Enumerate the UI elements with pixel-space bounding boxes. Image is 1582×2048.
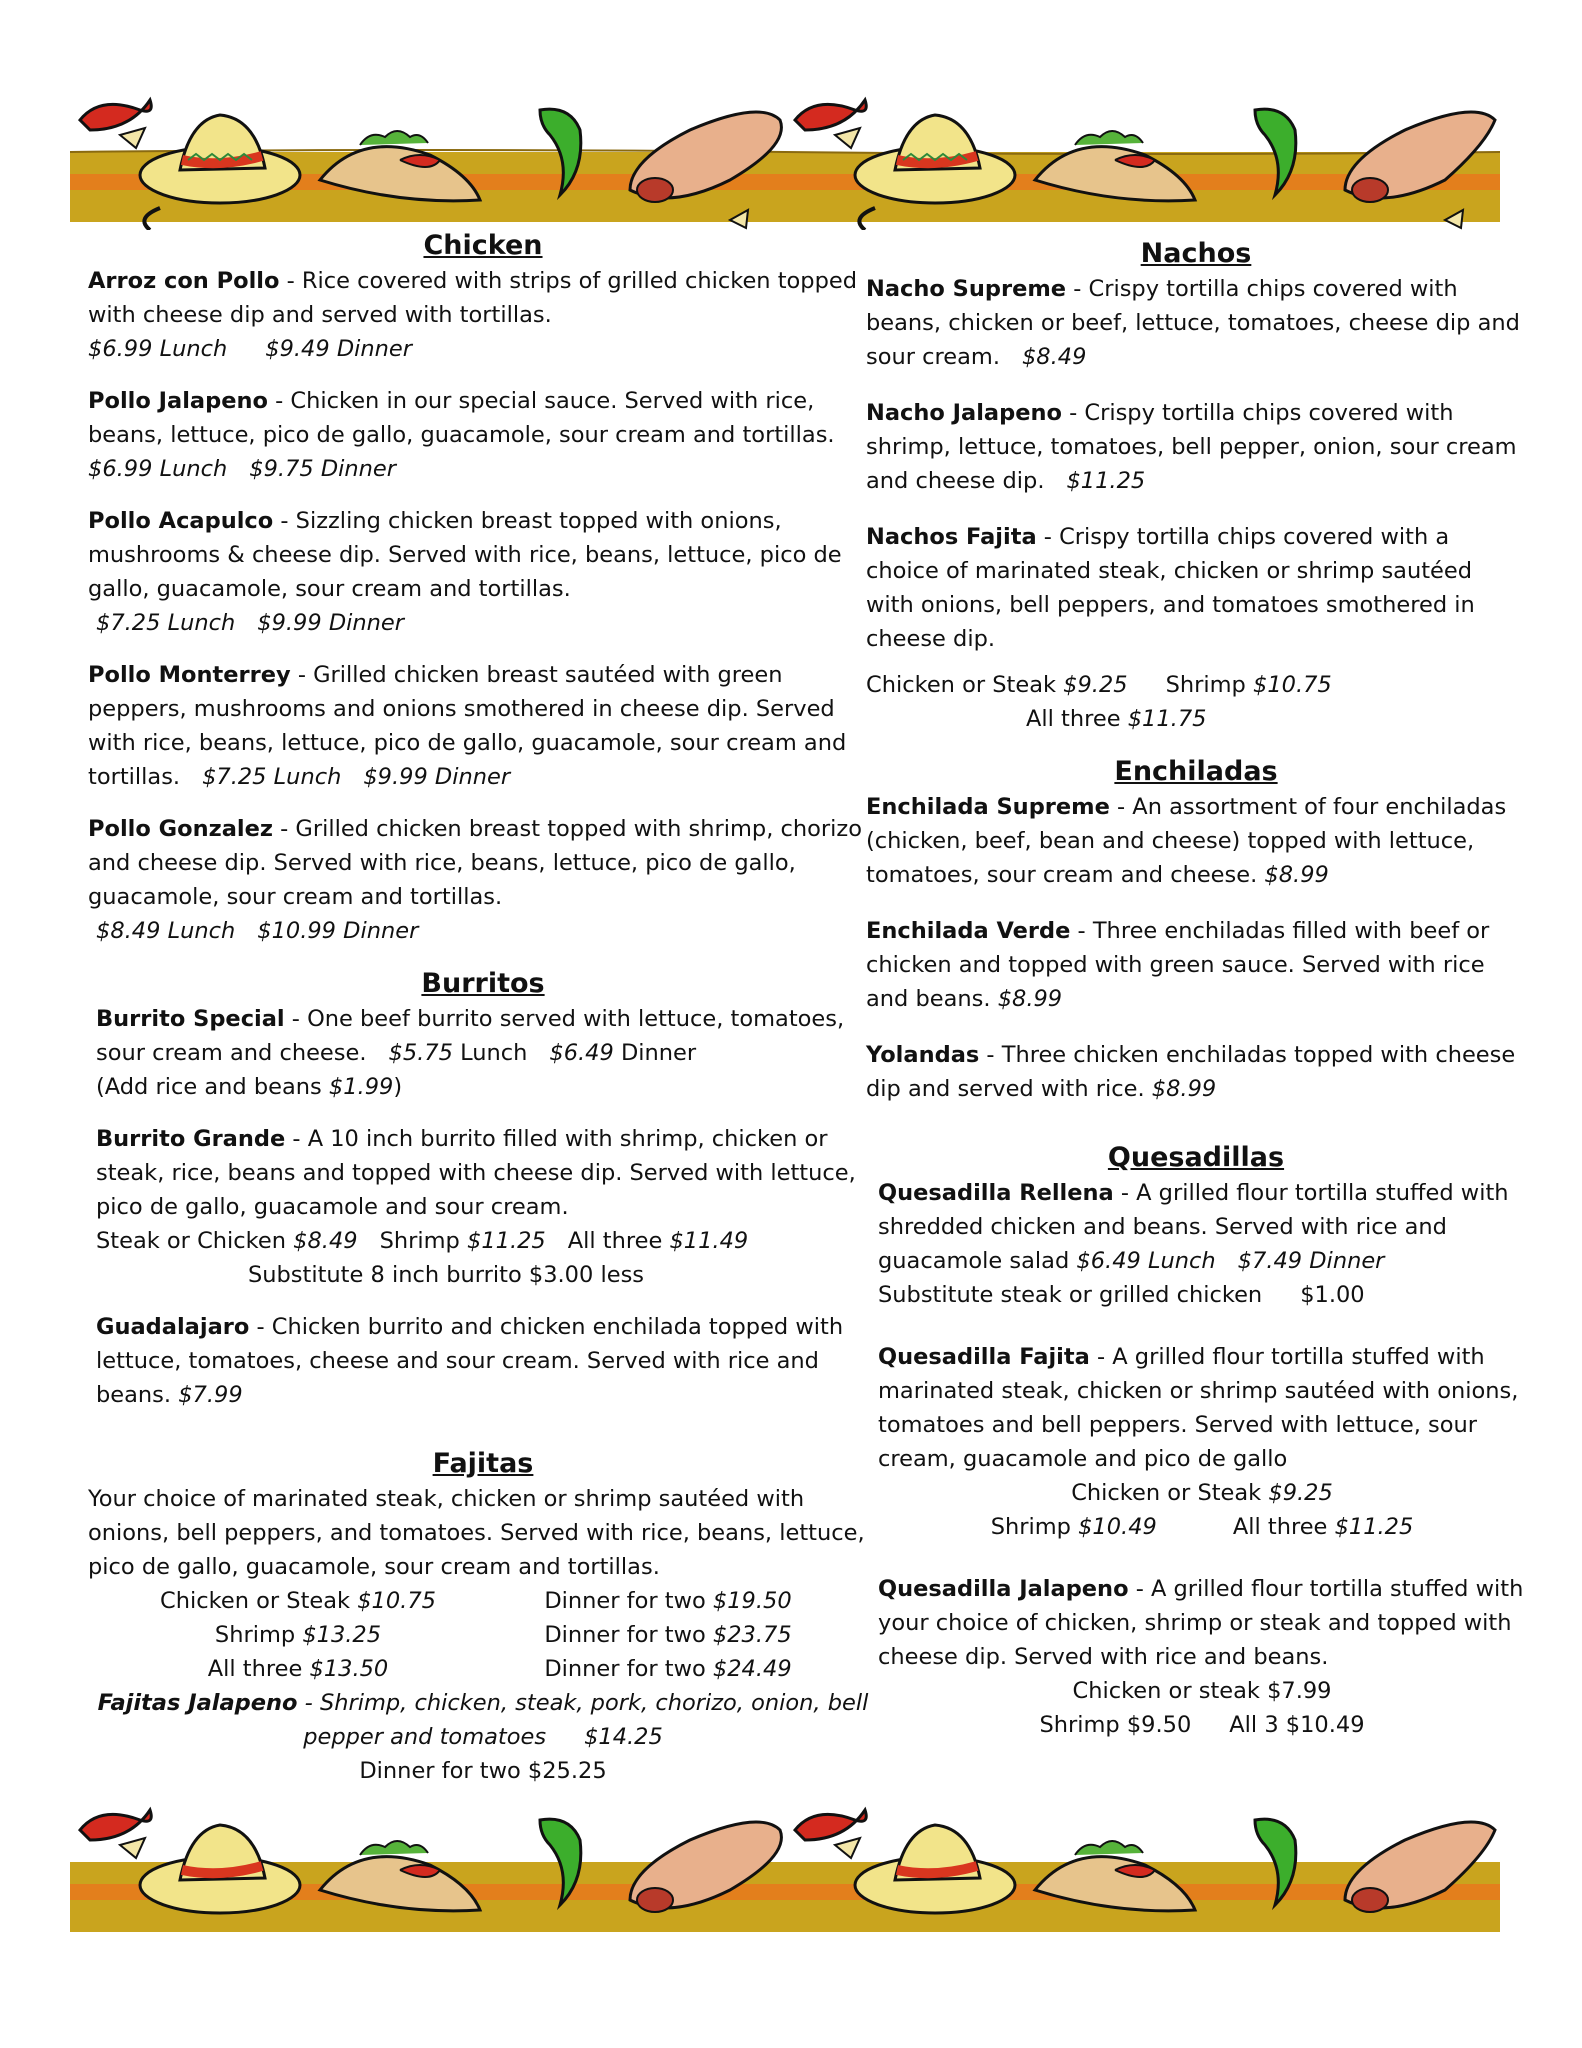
item-desc: - Grilled chicken breast sautéed with green peppers, mushrooms and onions smothered in cheese dip. Served with rice, beans, lettuce, pico de gallo, guacamole, sour cream and tortillas. — [88, 662, 847, 790]
red-chili-pepper-icon — [795, 1810, 866, 1840]
dinner-for-two-price: $23.75 — [712, 1622, 792, 1648]
item-desc: - Shrimp, chicken, steak, pork, chorizo, onion, bell pepper and tomatoes — [297, 1690, 869, 1750]
fajita-label: Chicken or Steak — [160, 1588, 351, 1614]
lunch-price: $7.25 Lunch — [202, 764, 342, 790]
menu-item-guadalajaro — [88, 1310, 878, 1412]
shrimp-label: Shrimp — [990, 1514, 1071, 1540]
item-name: Enchilada Supreme — [866, 794, 1110, 820]
sombrero-icon — [140, 1825, 300, 1913]
dinner-price: $9.75 Dinner — [249, 456, 397, 482]
item-price: $8.99 — [1151, 1076, 1217, 1102]
item-price: $7.99 — [178, 1382, 243, 1408]
item-desc: - Grilled chicken breast topped with shrimp, chorizo and cheese dip. Served with rice, beans, lettuce, pico de gallo, guacamole, sour cream and tortillas. — [88, 816, 862, 910]
motif-1 — [80, 1810, 781, 1913]
all-label: All three — [1026, 706, 1121, 732]
dinner-label: Dinner — [620, 1040, 697, 1066]
tortilla-chip-icon — [835, 1838, 860, 1858]
dinner-price: $9.99 Dinner — [363, 764, 511, 790]
menu-item-enchilada-verde — [866, 914, 1526, 1016]
item-name: Yolandas — [866, 1042, 980, 1068]
substitute-note: Substitute 8 inch burrito $3.00 less — [247, 1262, 645, 1288]
cs-label: Chicken or Steak — [866, 672, 1057, 698]
fajitas-jalapeno-dinner-for-two: Dinner for two $25.25 — [359, 1758, 607, 1784]
menu-item-yolandas — [866, 1038, 1526, 1106]
substitute-label: Substitute steak or grilled chicken — [878, 1282, 1263, 1308]
substitute-price: $1.00 — [1300, 1282, 1365, 1308]
item-desc: - Rice covered with strips of grilled chicken topped with cheese dip and served with tortillas. — [88, 268, 857, 328]
lunch-price: $6.99 Lunch — [88, 456, 228, 482]
dinner-for-two-label: Dinner for two — [544, 1622, 706, 1648]
lunch-price: $6.49 Lunch — [1076, 1248, 1216, 1274]
dinner-for-two-label: Dinner for two — [544, 1588, 706, 1614]
dinner-price: $6.49 — [549, 1040, 614, 1066]
menu-item-pollo-gonzalez — [88, 812, 878, 948]
menu-item-nacho-jalapeno — [866, 396, 1526, 498]
item-name: Quesadilla Fajita — [878, 1344, 1090, 1370]
jalapeno-shrimp-price: Shrimp $9.50 — [1039, 1712, 1192, 1738]
lunch-price: $7.25 Lunch — [96, 610, 236, 636]
left-column — [88, 228, 878, 1788]
fajita-price: $10.75 — [357, 1588, 436, 1614]
shrimp-label: Shrimp — [1165, 672, 1246, 698]
item-name: Burrito Special — [96, 1006, 285, 1032]
decorative-banner-top — [70, 90, 1500, 230]
tortilla-chip-icon — [835, 128, 860, 148]
item-desc: - Crispy tortilla chips covered with a choice of marinated steak, chicken or shrimp sautéed with onions, bell peppers, and tomatoes smothered in cheese dip. — [866, 524, 1475, 652]
item-price: $8.49 — [1021, 344, 1087, 370]
dinner-price: $9.99 Dinner — [257, 610, 405, 636]
motif-2 — [795, 1810, 1495, 1913]
steak-price: $8.49 — [293, 1228, 358, 1254]
cs-price: $9.25 — [1063, 672, 1128, 698]
item-desc: - Crispy tortilla chips covered with shrimp, lettuce, tomatoes, bell pepper, onion, sour cream and cheese dip. — [866, 400, 1517, 494]
item-price: $8.99 — [1264, 862, 1329, 888]
lunch-price: $8.49 Lunch — [96, 918, 236, 944]
menu-item-burrito-grande — [88, 1122, 878, 1292]
menu-item-nacho-supreme — [866, 272, 1526, 374]
item-name: Quesadilla Jalapeno — [878, 1576, 1129, 1602]
item-name: Fajitas Jalapeno — [97, 1690, 298, 1716]
menu-item-pollo-jalapeno — [88, 384, 878, 486]
item-name: Pollo Jalapeno — [88, 388, 268, 414]
item-desc: - Three chicken enchiladas topped with cheese dip and served with rice. — [866, 1042, 1516, 1102]
add-price: $1.99 — [328, 1074, 394, 1100]
item-name: Quesadilla Rellena — [878, 1180, 1114, 1206]
decorative-banner-bottom — [70, 1800, 1500, 1940]
section-title-enchiladas: Enchiladas — [1114, 756, 1278, 787]
tortilla-chip-icon — [120, 128, 145, 148]
item-name: Pollo Gonzalez — [88, 816, 273, 842]
item-desc: - Chicken burrito and chicken enchilada topped with lettuce, tomatoes, cheese and sour cream. Served with rice and beans. — [96, 1314, 844, 1408]
fajitas-jalapeno — [88, 1686, 878, 1754]
menu-item-quesadilla-jalapeno — [866, 1572, 1526, 1742]
lunch-price: $6.99 Lunch — [88, 336, 228, 362]
item-desc: - Crispy tortilla chips covered with beans, chicken or beef, lettuce, tomatoes, cheese dip and sour cream. — [866, 276, 1520, 370]
fajitas-desc: Your choice of marinated steak, chicken or shrimp sautéed with onions, bell peppers, and tomatoes. Served with rice, beans, lettuce, pico de gallo, guacamole, sour cream and tortillas. — [88, 1486, 865, 1580]
dinner-price: $9.49 Dinner — [265, 336, 413, 362]
red-chili-pepper-icon — [795, 100, 866, 130]
fajitas-price-row — [88, 1652, 878, 1686]
section-title-quesadillas: Quesadillas — [1107, 1142, 1285, 1173]
item-name: Nacho Supreme — [866, 276, 1067, 302]
all-price: $11.49 — [669, 1228, 749, 1254]
fajitas-block — [88, 1482, 878, 1788]
red-chili-pepper-icon — [80, 1810, 151, 1840]
item-desc: - A 10 inch burrito filled with shrimp, chicken or steak, rice, beans and topped with cheese dip. Served with lettuce, pico de gallo, guacamole and sour cream. — [96, 1126, 856, 1220]
item-name: Pollo Monterrey — [88, 662, 291, 688]
dinner-for-two-price: $19.50 — [712, 1588, 792, 1614]
dinner-for-two-price: $24.49 — [712, 1656, 792, 1682]
item-desc: - A grilled flour tortilla stuffed with marinated steak, chicken or shrimp sautéed with onions, tomatoes and bell peppers. Served with lettuce, sour cream, guacamole and pico de gallo — [878, 1344, 1519, 1472]
cs-label: Chicken or Steak — [1071, 1480, 1262, 1506]
menu-item-pollo-monterrey — [88, 658, 878, 794]
lunch-price: $5.75 — [388, 1040, 453, 1066]
fajitas-price-row — [88, 1618, 878, 1652]
section-title-burritos: Burritos — [421, 968, 545, 999]
shrimp-price: $10.49 — [1078, 1514, 1157, 1540]
jalapeno-all-price: All 3 $10.49 — [1229, 1712, 1365, 1738]
all-label: All three — [1232, 1514, 1328, 1540]
menu-item-nachos-fajita — [866, 520, 1526, 736]
item-price: $14.25 — [584, 1724, 663, 1750]
sombrero-icon — [855, 115, 1015, 203]
menu-item-enchilada-supreme — [866, 790, 1526, 892]
item-name: Guadalajaro — [96, 1314, 250, 1340]
section-title-fajitas: Fajitas — [432, 1448, 534, 1479]
shrimp-label: Shrimp — [379, 1228, 460, 1254]
item-desc: - Three enchiladas filled with beef or chicken and topped with green sauce. Served with rice and beans. — [866, 918, 1490, 1012]
red-chili-pepper-icon — [80, 100, 151, 130]
item-name: Arroz con Pollo — [88, 268, 280, 294]
item-name: Pollo Acapulco — [88, 508, 274, 534]
item-desc: - Chicken in our special sauce. Served with rice, beans, lettuce, pico de gallo, guacamole, sour cream and tortillas. — [88, 388, 835, 448]
menu-item-pollo-acapulco — [88, 504, 878, 640]
dinner-price: $10.99 Dinner — [257, 918, 419, 944]
fajita-label: Shrimp — [214, 1622, 296, 1648]
item-price: $8.99 — [997, 986, 1063, 1012]
dinner-price: $7.49 Dinner — [1237, 1248, 1385, 1274]
all-label: All three — [567, 1228, 663, 1254]
jalapeno-price-line-1: Chicken or steak $7.99 — [1072, 1678, 1332, 1704]
shrimp-price: $10.75 — [1253, 672, 1332, 698]
menu-item-quesadilla-rellena — [866, 1176, 1526, 1312]
shrimp-price: $11.25 — [467, 1228, 546, 1254]
item-desc: - A grilled flour tortilla stuffed with your choice of chicken, shrimp or steak and topped with cheese dip. Served with rice and beans. — [878, 1576, 1524, 1670]
item-name: Nachos Fajita — [866, 524, 1037, 550]
section-title-chicken: Chicken — [423, 230, 543, 261]
fajita-price: $13.25 — [302, 1622, 382, 1648]
add-close: ) — [393, 1074, 403, 1100]
fajitas-price-row — [88, 1584, 878, 1618]
menu-item-quesadilla-fajita — [866, 1340, 1526, 1544]
section-title-nachos: Nachos — [1140, 238, 1252, 269]
sombrero-icon — [855, 1825, 1015, 1913]
item-desc: - One beef burrito served with lettuce, tomatoes, sour cream and cheese. — [96, 1006, 845, 1066]
sombrero-icon — [140, 115, 300, 203]
add-label: (Add rice and beans — [96, 1074, 322, 1100]
item-name: Nacho Jalapeno — [866, 400, 1062, 426]
item-desc: - Sizzling chicken breast topped with onions, mushrooms & cheese dip. Served with rice, beans, lettuce, pico de gallo, guacamole, sour cream and tortillas. — [88, 508, 842, 602]
item-name: Burrito Grande — [96, 1126, 286, 1152]
all-price: $11.25 — [1334, 1514, 1414, 1540]
dinner-for-two-label: Dinner for two — [544, 1656, 706, 1682]
tortilla-chip-icon — [120, 1838, 145, 1858]
menu-item-arroz-con-pollo — [88, 264, 878, 366]
item-price: $11.25 — [1066, 468, 1146, 494]
steak-label: Steak or Chicken — [96, 1228, 287, 1254]
item-desc: - A grilled flour tortilla stuffed with shredded chicken and beans. Served with rice and guacamole salad — [878, 1180, 1509, 1274]
right-column — [866, 236, 1526, 1760]
item-name: Enchilada Verde — [866, 918, 1071, 944]
cs-price: $9.25 — [1268, 1480, 1333, 1506]
item-desc: - An assortment of four enchiladas (chicken, beef, bean and cheese) topped with lettuce, tomatoes, sour cream and cheese. — [866, 794, 1507, 888]
all-price: $11.75 — [1127, 706, 1207, 732]
lunch-label: Lunch — [460, 1040, 528, 1066]
fajita-price: $13.50 — [309, 1656, 389, 1682]
menu-item-burrito-special — [88, 1002, 878, 1104]
fajita-label: All three — [207, 1656, 303, 1682]
